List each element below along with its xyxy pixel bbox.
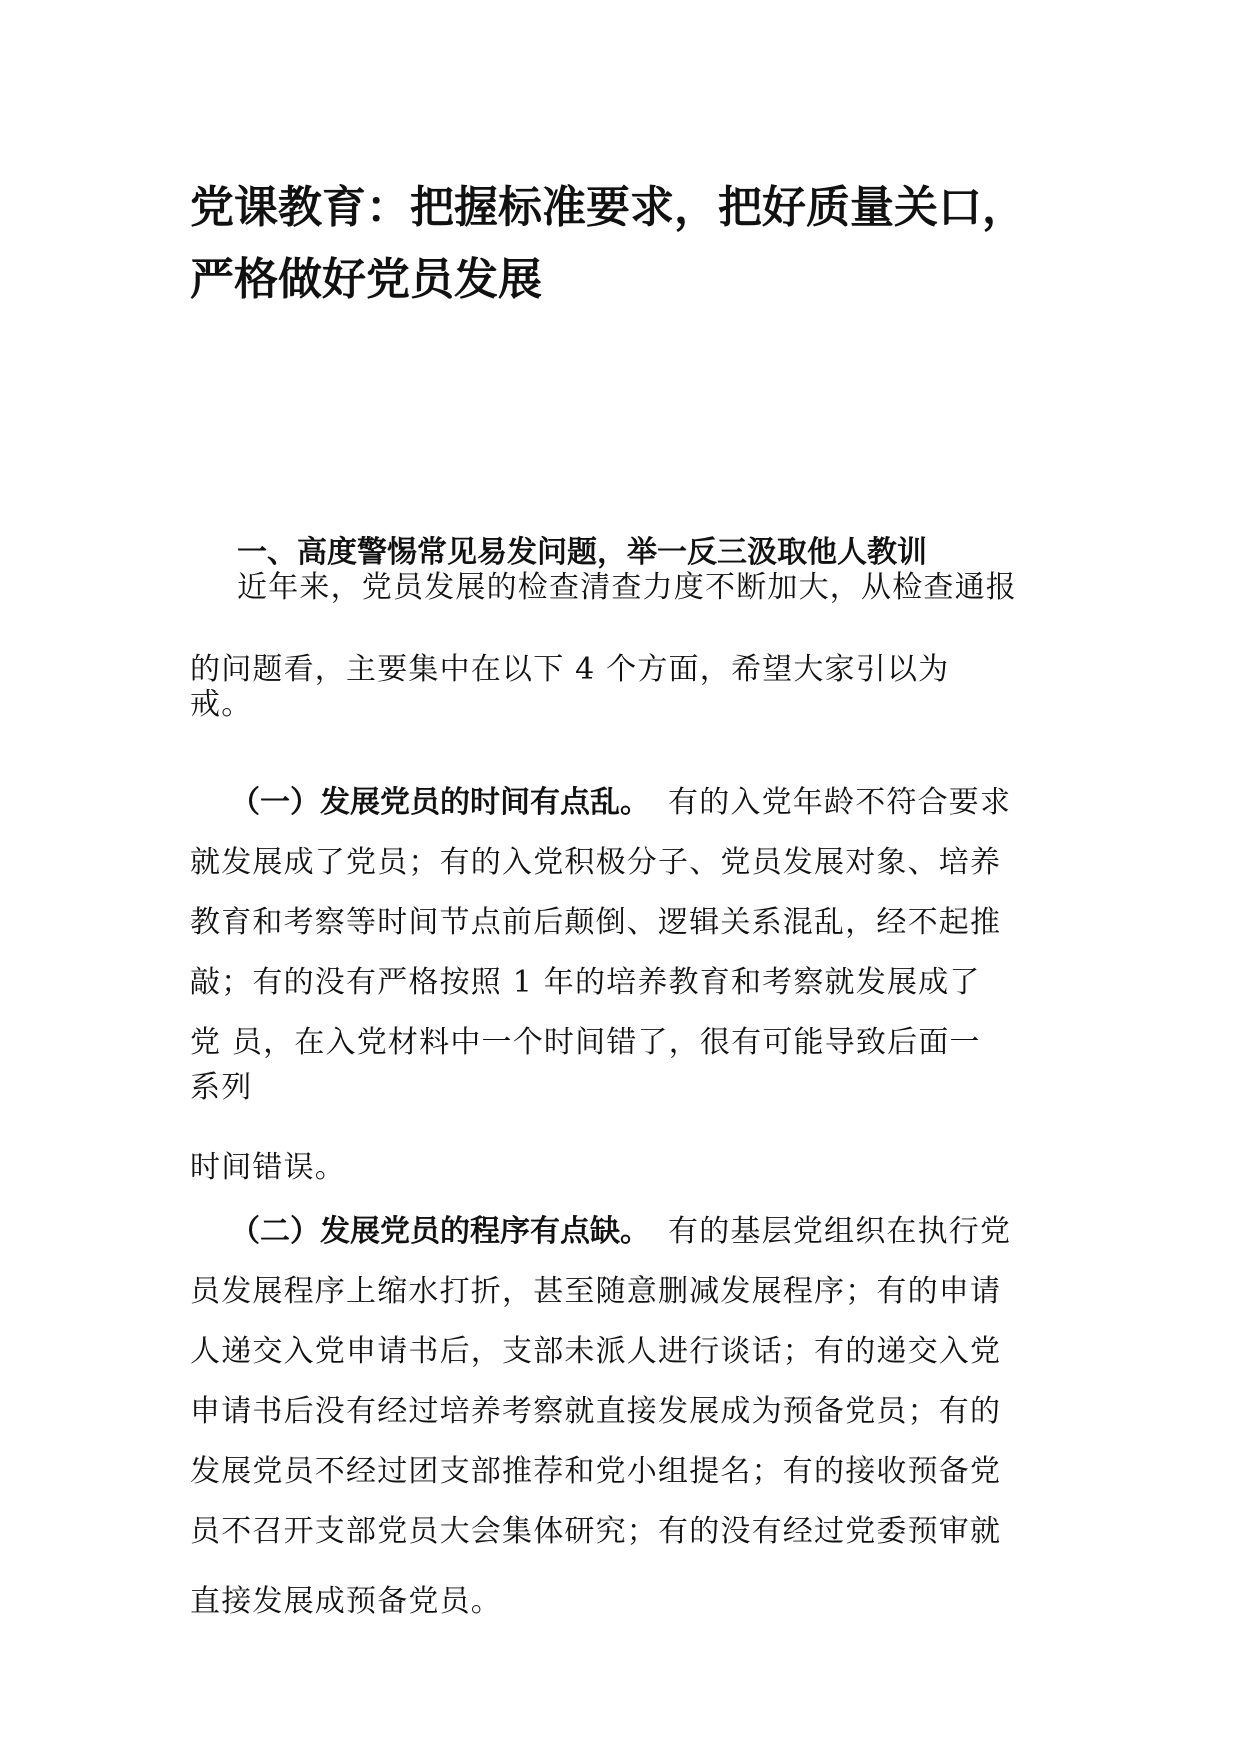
item2-first-line-text: 有的基层党组织在执行党 (668, 1214, 1012, 1249)
item2-line-6: 员不召开支部党员大会集体研究；有的没有经过党委预审就 (190, 1514, 1002, 1549)
item1-line-3: 教育和考察等时间节点前后颠倒、逻辑关系混乱，经不起推 (190, 905, 1002, 940)
item1-line-5: 党 员，在入党材料中一个时间错了，很有可能导致后面一 (190, 1025, 981, 1060)
item1-line-7: 时间错误。 (190, 1150, 346, 1185)
item2-line-4: 申请书后没有经过培养考察就直接发展成为预备党员；有的 (190, 1394, 1002, 1429)
document-title (190, 172, 1070, 316)
item1-first-line-text: 有的入党年龄不符合要求 (668, 785, 1012, 820)
item2-line-7: 直接发展成预备党员。 (190, 1584, 502, 1619)
intro-line-1: 近年来，党员发展的检查清查力度不断加大，从检查通报 (237, 570, 1017, 605)
item1-line-6: 系列 (190, 1070, 253, 1105)
title-line-2: 严格做好党员发展 (190, 254, 542, 305)
intro-line-3: 戒。 (190, 687, 253, 722)
item1-line-2: 就发展成了党员；有的入党积极分子、党员发展对象、培养 (190, 845, 1002, 880)
item1-heading: （一）发展党员的时间有点乱。 (230, 785, 650, 820)
item2-first-line (230, 1212, 1011, 1252)
section-heading: 一、高度警惕常见易发问题，举一反三汲取他人教训 (237, 535, 927, 570)
item1-line-4: 敲；有的没有严格按照 1 年的培养教育和考察就发展成了 (190, 965, 981, 1000)
item1-first-line (230, 783, 1011, 823)
item2-line-2: 员发展程序上缩水打折，甚至随意删减发展程序；有的申请 (190, 1274, 1002, 1309)
item2-line-3: 人递交入党申请书后，支部未派人进行谈话；有的递交入党 (190, 1334, 1002, 1369)
title-line-1: 党课教育：把握标准要求，把好质量关口， (190, 182, 1026, 233)
item2-line-5: 发展党员不经过团支部推荐和党小组提名；有的接收预备党 (190, 1454, 1002, 1489)
intro-line-2: 的问题看，主要集中在以下 4 个方面，希望大家引以为 (190, 652, 950, 687)
item2-heading: （二）发展党员的程序有点缺。 (230, 1214, 650, 1249)
